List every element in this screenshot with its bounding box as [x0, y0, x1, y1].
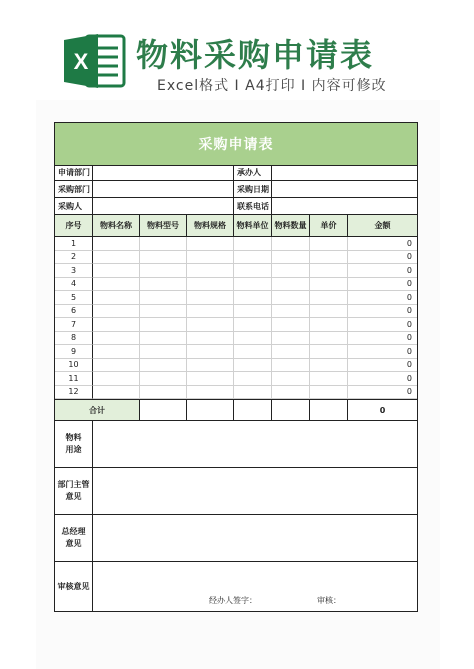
table-header-col-price: 单价 [310, 215, 348, 237]
table-cell-col-name[interactable] [93, 278, 140, 292]
table-header-col-unit: 物料单位 [234, 215, 272, 237]
row-number: 12 [55, 386, 93, 400]
purchase-form-sheet [54, 122, 418, 612]
table-cell-col-price[interactable] [310, 372, 348, 386]
table-cell-col-model[interactable] [140, 237, 187, 251]
table-cell-col-unit[interactable] [234, 318, 272, 332]
table-cell-col-unit[interactable] [234, 291, 272, 305]
table-cell-col-name[interactable] [93, 359, 140, 373]
table-cell-col-spec[interactable] [187, 264, 234, 278]
table-cell-col-model[interactable] [140, 305, 187, 319]
table-cell-col-price[interactable] [310, 305, 348, 319]
table-cell-col-qty[interactable] [272, 291, 310, 305]
table-cell-col-spec[interactable] [187, 372, 234, 386]
dept-head-field[interactable] [93, 468, 417, 515]
table-cell-col-model[interactable] [140, 359, 187, 373]
table-cell-col-spec[interactable] [187, 237, 234, 251]
table-cell-col-unit[interactable] [234, 372, 272, 386]
undertaker-label: 承办人 [234, 165, 272, 181]
review-label: 审核意见 [55, 562, 93, 611]
table-cell-col-qty[interactable] [272, 386, 310, 400]
table-cell-col-qty[interactable] [272, 359, 310, 373]
table-cell-col-name[interactable] [93, 318, 140, 332]
table-cell-col-unit[interactable] [234, 264, 272, 278]
table-header-col-no: 序号 [55, 215, 93, 237]
dept-head-label [55, 468, 93, 515]
row-amount[interactable]: 0 [348, 237, 417, 251]
row-number: 2 [55, 251, 93, 265]
table-cell-col-name[interactable] [93, 332, 140, 346]
row-amount[interactable]: 0 [348, 332, 417, 346]
table-cell-col-model[interactable] [140, 278, 187, 292]
row-amount[interactable]: 0 [348, 386, 417, 400]
dept-field[interactable] [93, 165, 234, 181]
gm-field[interactable] [93, 515, 417, 562]
table-cell-col-name[interactable] [93, 237, 140, 251]
phone-field[interactable] [272, 198, 417, 215]
banner-title: 物料采购申请表 [136, 36, 375, 74]
table-cell-col-unit[interactable] [234, 278, 272, 292]
purpose-field[interactable] [93, 421, 417, 468]
table-cell-col-price[interactable] [310, 278, 348, 292]
purpose-label-line1: 物料 [65, 433, 82, 442]
row-amount[interactable]: 0 [348, 372, 417, 386]
row-number: 6 [55, 305, 93, 319]
table-cell-col-model[interactable] [140, 291, 187, 305]
handler-signature-label: 经办人签字： [209, 596, 257, 605]
table-header-col-qty: 物料数量 [272, 215, 310, 237]
row-number: 11 [55, 372, 93, 386]
table-cell-col-unit[interactable] [234, 305, 272, 319]
row-number: 4 [55, 278, 93, 292]
table-cell-col-unit[interactable] [234, 332, 272, 346]
dept-head-label-line2: 意见 [65, 492, 82, 501]
svg-text:X: X [73, 49, 89, 74]
row-number: 1 [55, 237, 93, 251]
table-cell-col-qty[interactable] [272, 251, 310, 265]
table-cell-col-spec[interactable] [187, 318, 234, 332]
banner [0, 0, 474, 100]
total-cell [140, 399, 187, 421]
row-amount[interactable]: 0 [348, 291, 417, 305]
row-amount[interactable]: 0 [348, 359, 417, 373]
dept-label: 申请部门 [55, 165, 93, 181]
table-cell-col-price[interactable] [310, 237, 348, 251]
table-cell-col-qty[interactable] [272, 318, 310, 332]
table-cell-col-name[interactable] [93, 345, 140, 359]
table-cell-col-price[interactable] [310, 332, 348, 346]
purchase-date-label: 采购日期 [234, 181, 272, 198]
total-cell [310, 399, 348, 421]
table-cell-col-spec[interactable] [187, 386, 234, 400]
table-cell-col-unit[interactable] [234, 237, 272, 251]
gm-label-line2: 意见 [65, 539, 82, 548]
table-cell-col-name[interactable] [93, 251, 140, 265]
table-cell-col-price[interactable] [310, 264, 348, 278]
undertaker-field[interactable] [272, 165, 417, 181]
form-title: 采购申请表 [55, 123, 417, 166]
table-cell-col-qty[interactable] [272, 345, 310, 359]
table-cell-col-name[interactable] [93, 386, 140, 400]
purpose-label-line2: 用途 [65, 445, 82, 454]
table-cell-col-model[interactable] [140, 386, 187, 400]
table-cell-col-unit[interactable] [234, 345, 272, 359]
table-cell-col-spec[interactable] [187, 251, 234, 265]
purpose-label [55, 421, 93, 468]
table-cell-col-qty[interactable] [272, 237, 310, 251]
table-cell-col-price[interactable] [310, 251, 348, 265]
table-cell-col-spec[interactable] [187, 359, 234, 373]
table-header-col-amount: 金额 [348, 215, 417, 237]
table-cell-col-model[interactable] [140, 264, 187, 278]
excel-icon [64, 32, 126, 90]
table-cell-col-model[interactable] [140, 372, 187, 386]
banner-subtitle: Excel格式 I A4打印 I 内容可修改 [157, 78, 387, 94]
row-amount[interactable]: 0 [348, 251, 417, 265]
total-cell [272, 399, 310, 421]
dept-head-label-line1: 部门主管 [57, 480, 90, 489]
table-cell-col-price[interactable] [310, 359, 348, 373]
phone-label: 联系电话 [234, 198, 272, 215]
purchase-dept-field[interactable] [93, 181, 234, 198]
row-amount[interactable]: 0 [348, 345, 417, 359]
row-number: 9 [55, 345, 93, 359]
table-cell-col-model[interactable] [140, 318, 187, 332]
total-cell [187, 399, 234, 421]
table-cell-col-name[interactable] [93, 305, 140, 319]
row-amount[interactable]: 0 [348, 264, 417, 278]
reviewer-signature-label: 审核： [317, 596, 341, 605]
table-cell-col-model[interactable] [140, 345, 187, 359]
table-cell-col-name[interactable] [93, 264, 140, 278]
table-cell-col-qty[interactable] [272, 372, 310, 386]
table-cell-col-qty[interactable] [272, 332, 310, 346]
row-amount[interactable]: 0 [348, 305, 417, 319]
table-cell-col-qty[interactable] [272, 305, 310, 319]
table-cell-col-qty[interactable] [272, 264, 310, 278]
total-amount: 0 [348, 399, 417, 421]
row-number: 5 [55, 291, 93, 305]
row-amount[interactable]: 0 [348, 278, 417, 292]
table-cell-col-qty[interactable] [272, 278, 310, 292]
row-amount[interactable]: 0 [348, 318, 417, 332]
table-cell-col-price[interactable] [310, 318, 348, 332]
gm-label-line1: 总经理 [61, 527, 86, 536]
total-cell [234, 399, 272, 421]
table-cell-col-spec[interactable] [187, 345, 234, 359]
table-cell-col-name[interactable] [93, 291, 140, 305]
row-number: 3 [55, 264, 93, 278]
table-cell-col-model[interactable] [140, 332, 187, 346]
table-cell-col-price[interactable] [310, 291, 348, 305]
table-header-col-name: 物料名称 [93, 215, 140, 237]
row-number: 10 [55, 359, 93, 373]
total-label: 合计 [55, 399, 140, 421]
table-cell-col-spec[interactable] [187, 332, 234, 346]
table-cell-col-name[interactable] [93, 372, 140, 386]
purchase-dept-label: 采购部门 [55, 181, 93, 198]
row-number: 8 [55, 332, 93, 346]
table-header-col-spec: 物料规格 [187, 215, 234, 237]
table-cell-col-price[interactable] [310, 345, 348, 359]
table-cell-col-model[interactable] [140, 251, 187, 265]
table-header-col-model: 物料型号 [140, 215, 187, 237]
purchaser-field[interactable] [93, 198, 234, 215]
table-cell-col-price[interactable] [310, 386, 348, 400]
table-cell-col-spec[interactable] [187, 291, 234, 305]
table-cell-col-unit[interactable] [234, 359, 272, 373]
row-number: 7 [55, 318, 93, 332]
table-cell-col-spec[interactable] [187, 278, 234, 292]
purchaser-label: 采购人 [55, 198, 93, 215]
gm-label [55, 515, 93, 562]
table-cell-col-spec[interactable] [187, 305, 234, 319]
purchase-date-field[interactable] [272, 181, 417, 198]
table-cell-col-unit[interactable] [234, 386, 272, 400]
table-cell-col-unit[interactable] [234, 251, 272, 265]
